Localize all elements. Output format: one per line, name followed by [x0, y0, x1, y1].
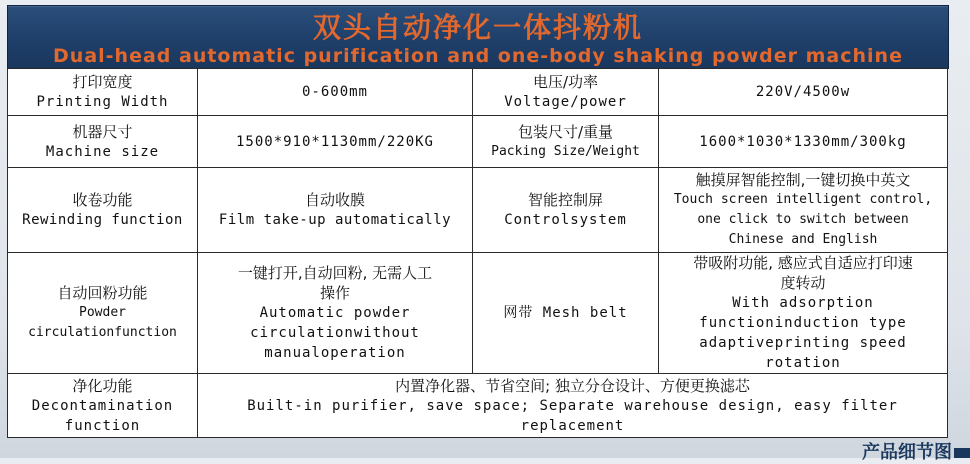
footer-accent-bar — [954, 448, 970, 458]
label-printing-width: 打印宽度 Printing Width — [8, 69, 198, 116]
label-control-system: 智能控制屏 Controlsystem — [473, 168, 659, 253]
footer-heading-fragment: 产品细节图 — [862, 442, 952, 463]
label-machine-size: 机器尺寸 Machine size — [8, 116, 198, 168]
table-row — [8, 374, 948, 438]
label-powder-circulation: 自动回粉功能 Powder circulationfunction — [8, 253, 198, 374]
value-printing-width: 0-600mm — [198, 69, 473, 116]
value-mesh-belt: 带吸附功能, 感应式自适应打印速 度转动 With adsorption functioninduction type adaptiveprinting speed rotation — [659, 253, 948, 374]
label-rewinding: 收卷功能 Rewinding function — [8, 168, 198, 253]
spec-table — [7, 68, 948, 438]
header-banner — [7, 5, 949, 69]
label-packing-size: 包装尺寸/重量 Packing Size/Weight — [473, 116, 659, 168]
label-decontamination: 净化功能 Decontamination function — [8, 374, 198, 438]
label-voltage-power: 电压/功率 Voltage/power — [473, 69, 659, 116]
table-row — [8, 168, 948, 253]
title-english: Dual-head automatic purification and one-body shaking powder machine — [53, 45, 903, 67]
value-control-system: 触摸屏智能控制,一键切换中英文 Touch screen intelligent control, one click to switch between Chinese and English — [659, 168, 948, 253]
table-row — [8, 69, 948, 116]
value-voltage-power: 220V/4500w — [659, 69, 948, 116]
value-packing-size: 1600*1030*1330mm/300kg — [659, 116, 948, 168]
value-rewinding: 自动收膜 Film take-up automatically — [198, 168, 473, 253]
value-machine-size: 1500*910*1130mm/220KG — [198, 116, 473, 168]
title-chinese: 双头自动净化一体抖粉机 — [312, 11, 643, 44]
value-decontamination: 内置净化器、节省空间; 独立分仓设计、方便更换滤芯 Built-in purifier, save space; Separate warehouse design, easy filter replacement — [198, 374, 948, 438]
value-powder-circulation: 一键打开,自动回粉, 无需人工 操作 Automatic powder circulationwithout manualoperation — [198, 253, 473, 374]
label-mesh-belt: 网带 Mesh belt — [473, 253, 659, 374]
table-row — [8, 253, 948, 374]
table-row — [8, 116, 948, 168]
